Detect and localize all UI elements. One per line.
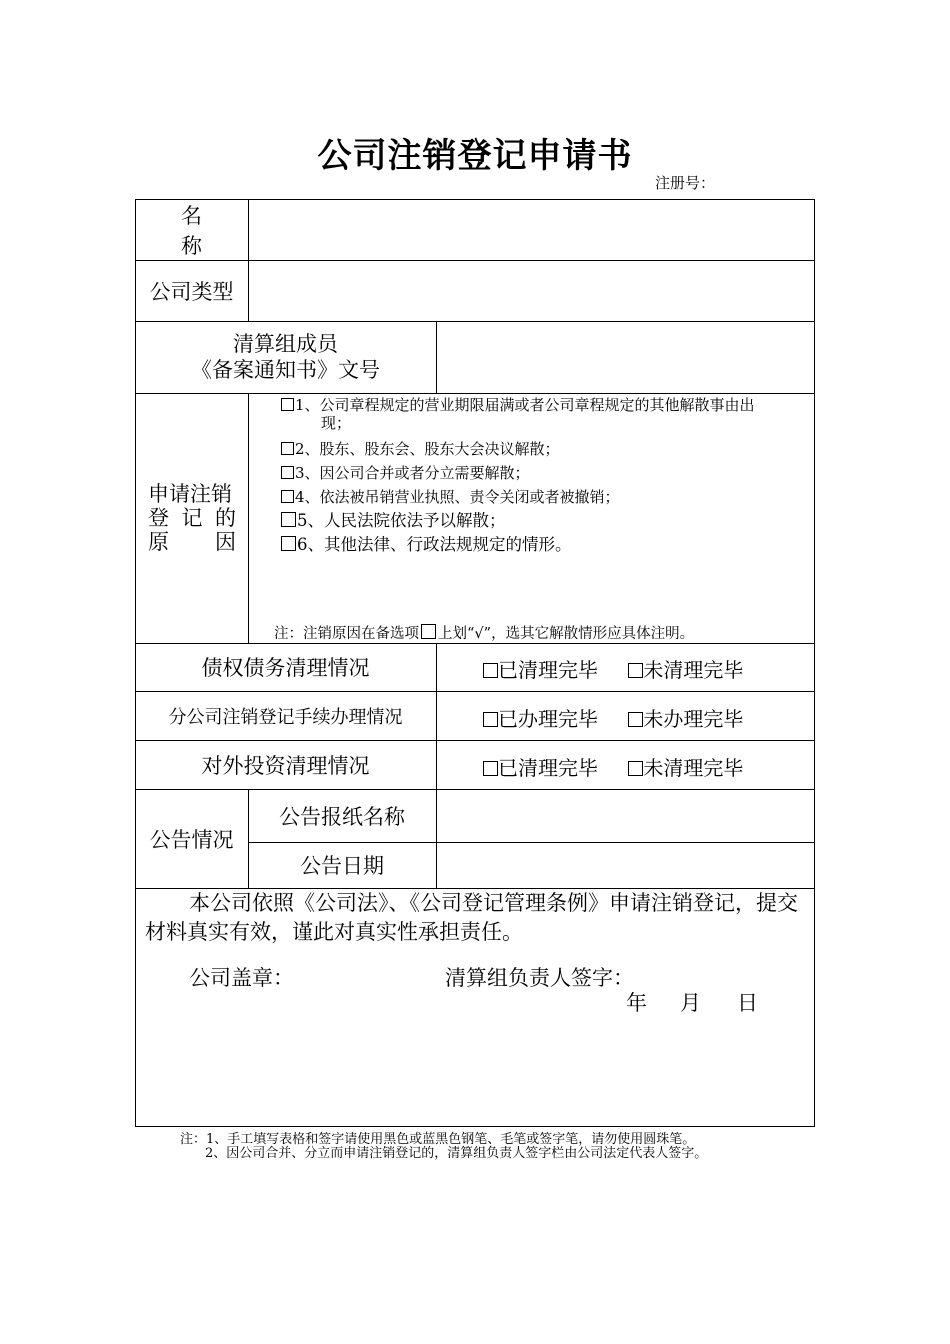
row-divider bbox=[135, 393, 815, 394]
debt-clearing-options bbox=[483, 654, 743, 683]
reason-label-line1-text: 申请注销 bbox=[148, 482, 232, 506]
date-month-label: 月 bbox=[680, 991, 701, 1015]
checkbox-icon[interactable] bbox=[281, 398, 294, 411]
footnote-1: 注：1、手工填写表格和签字请使用黑色或蓝黑色钢笔、毛笔或签字笔，请勿使用圆珠笔。 bbox=[180, 1132, 696, 1147]
column-divider bbox=[248, 393, 249, 643]
liquidation-leader-signature-label: 清算组负责人签字： bbox=[445, 966, 634, 990]
reason-label-line1 bbox=[148, 482, 236, 506]
company-name-field[interactable] bbox=[249, 200, 814, 260]
reason-note bbox=[274, 622, 694, 643]
debt-clearing-label-text: 债权债务清理情况 bbox=[201, 656, 370, 680]
option-label: 已清理完毕 bbox=[498, 658, 598, 682]
newspaper-name-label bbox=[248, 789, 436, 842]
reason-option-text: 6、其他法律、行政法规规定的情形。 bbox=[297, 534, 572, 554]
notice-date-label-text: 公告日期 bbox=[300, 854, 384, 878]
cancellation-reason-label bbox=[148, 482, 236, 554]
reason-option-text: 3、因公司合并或者分立需要解散； bbox=[295, 464, 530, 482]
checkbox-icon[interactable] bbox=[281, 466, 294, 479]
notice-date-field[interactable] bbox=[437, 843, 814, 888]
footnote-2: 2、因公司合并、分立而申请注销登记的，清算组负责人签字栏由公司法定代表人签字。 bbox=[205, 1146, 708, 1161]
declaration-text bbox=[145, 889, 815, 947]
liquidation-doc-field[interactable] bbox=[437, 322, 814, 393]
checkbox-icon[interactable] bbox=[483, 712, 498, 727]
company-name-label-text: 名 称 bbox=[181, 203, 228, 258]
branch-cancellation-options bbox=[483, 703, 743, 732]
liquidation-label-line2: 《备案通知书》文号 bbox=[191, 358, 380, 382]
checkbox-icon[interactable] bbox=[281, 442, 294, 455]
reason-option-4 bbox=[281, 488, 811, 506]
company-type-label bbox=[135, 260, 248, 321]
investment-clearing-label-text: 对外投资清理情况 bbox=[201, 753, 370, 778]
declaration-line2: 材料真实有效，谨此对真实性承担责任。 bbox=[145, 920, 523, 944]
reason-label-char: 的 bbox=[215, 506, 236, 530]
branch-cancellation-label-text: 分公司注销登记手续办理情况 bbox=[168, 706, 403, 728]
reason-options-list bbox=[281, 396, 811, 559]
checkbox-icon[interactable] bbox=[281, 512, 296, 527]
option-label: 未办理完毕 bbox=[643, 707, 744, 731]
date-day-label: 日 bbox=[737, 991, 758, 1015]
company-name-label bbox=[135, 199, 248, 260]
checkbox-icon[interactable] bbox=[628, 663, 643, 678]
reason-note-text: 上划“√”，选其它解散情形应具体注明。 bbox=[438, 626, 695, 642]
reason-option-2 bbox=[281, 440, 811, 458]
reason-label-char: 因 bbox=[215, 530, 236, 554]
date-year-label: 年 bbox=[626, 991, 647, 1015]
investment-clearing-label bbox=[135, 740, 436, 789]
checkbox-icon[interactable] bbox=[628, 761, 643, 776]
reason-option-text: 4、依法被吊销营业执照、责令关闭或者被撤销； bbox=[295, 488, 620, 506]
reason-option-1 bbox=[281, 396, 811, 432]
reason-option-text: 5、人民法院依法予以解散； bbox=[297, 511, 506, 530]
checkbox-icon[interactable] bbox=[483, 761, 498, 776]
reason-option-text: 1、公司章程规定的营业期限届满或者公司章程规定的其他解散事由出 bbox=[295, 396, 755, 414]
company-type-field[interactable] bbox=[249, 261, 814, 321]
liquidation-doc-label bbox=[135, 321, 436, 393]
reason-option-continuation: 现； bbox=[321, 414, 352, 432]
checkbox-icon[interactable] bbox=[281, 536, 296, 551]
company-seal-label: 公司盖章： bbox=[189, 966, 294, 990]
reason-label-char: 登 bbox=[148, 506, 169, 530]
company-type-label-text: 公司类型 bbox=[149, 279, 234, 304]
newspaper-name-field[interactable] bbox=[437, 790, 814, 842]
checkbox-icon[interactable] bbox=[281, 490, 294, 503]
option-label: 已清理完毕 bbox=[498, 756, 598, 780]
reason-label-line3 bbox=[148, 530, 236, 554]
checkbox-icon[interactable] bbox=[628, 712, 643, 727]
branch-cancellation-label bbox=[135, 691, 436, 740]
form-title: 公司注销登记申请书 bbox=[317, 136, 633, 176]
column-divider bbox=[436, 643, 437, 789]
option-label: 已办理完毕 bbox=[498, 707, 598, 731]
reason-option-5 bbox=[281, 511, 811, 531]
newspaper-name-label-text: 公告报纸名称 bbox=[279, 804, 405, 829]
checkbox-icon bbox=[421, 624, 436, 639]
checkbox-icon[interactable] bbox=[483, 663, 498, 678]
reason-option-text: 2、股东、股东会、股东大会决议解散； bbox=[295, 440, 560, 458]
reason-label-char: 原 bbox=[148, 530, 169, 554]
reason-option-6 bbox=[281, 535, 811, 555]
reason-note-text: 注：注销原因在备选项 bbox=[274, 626, 419, 642]
investment-clearing-options bbox=[483, 752, 743, 781]
registration-number-label: 注册号： bbox=[655, 174, 716, 192]
notice-label-text: 公告情况 bbox=[149, 827, 234, 852]
notice-label bbox=[135, 789, 248, 888]
option-label: 未清理完毕 bbox=[643, 756, 744, 780]
option-label: 未清理完毕 bbox=[643, 658, 744, 682]
liquidation-label-line1: 清算组成员 bbox=[233, 332, 338, 356]
reason-label-line2 bbox=[148, 506, 236, 530]
declaration-line1: 本公司依照《公司法》、《公司登记管理条例》申请注销登记，提交 bbox=[189, 891, 798, 915]
reason-label-char: 记 bbox=[181, 506, 203, 530]
debt-clearing-label bbox=[135, 643, 436, 691]
notice-date-label bbox=[248, 842, 436, 888]
reason-option-3 bbox=[281, 464, 811, 482]
